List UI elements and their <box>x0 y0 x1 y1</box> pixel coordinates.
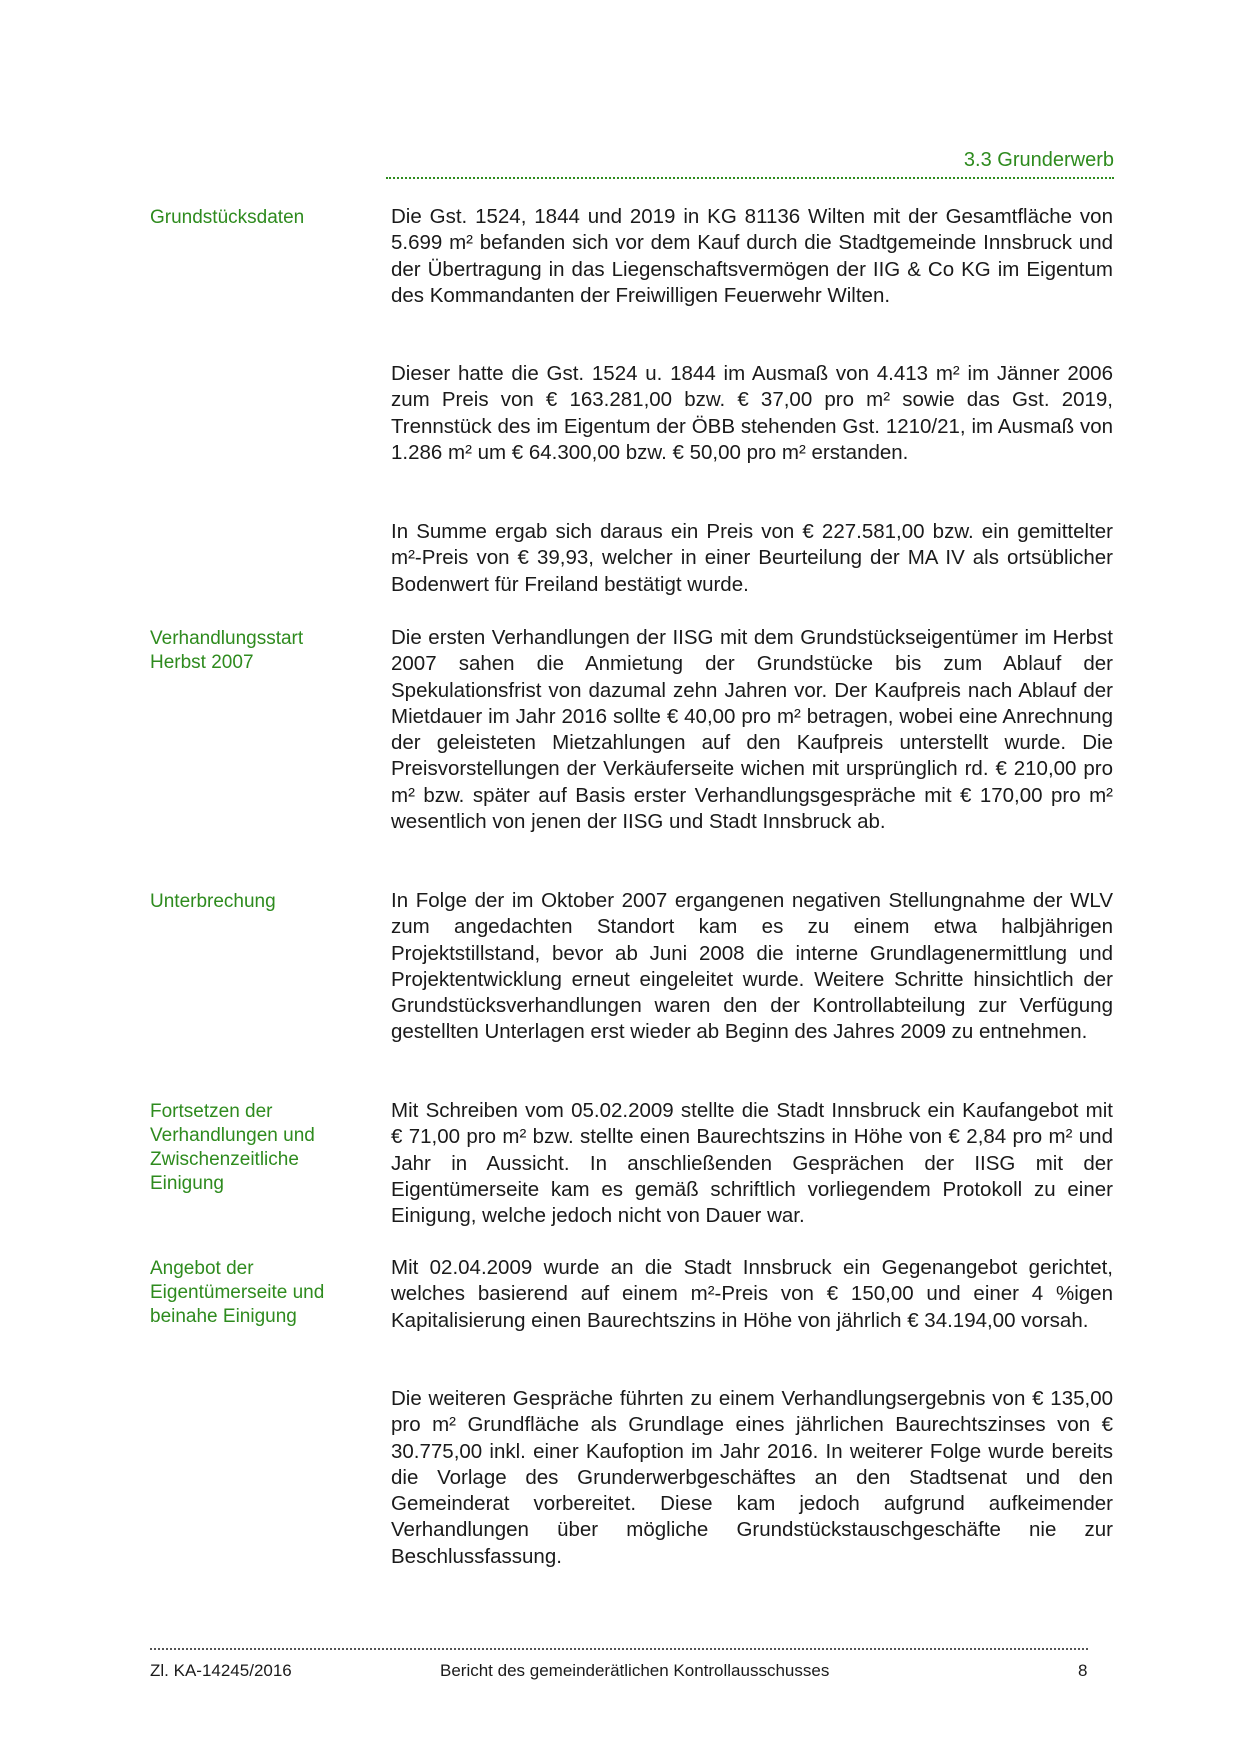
margin-label: Unterbrechung <box>150 891 276 912</box>
body-paragraph: In Summe ergab sich daraus ein Preis von € 227.581,00 bzw. ein gemittelter m²-Preis von € 39,93, welcher in einer Beurteilung der MA IV als ortsüblicher Bodenwert für Freiland bestätigt wurde. <box>391 520 1113 596</box>
footer-doc-number: Zl. KA-14245/2016 <box>150 1661 292 1680</box>
margin-label: Grundstücksdaten <box>150 207 305 228</box>
footer-page-number: 8 <box>1078 1661 1088 1680</box>
footer-report-title: Bericht des gemeinderätlichen Kontrollausschusses <box>440 1661 830 1680</box>
margin-label: Angebot der Eigentümerseite und beinahe Einigung <box>150 1258 325 1327</box>
body-paragraph: Die ersten Verhandlungen der IISG mit dem Grundstückseigentümer im Herbst 2007 sahen die Anmietung der Grundstücke bis zum Ablauf der Spekulationsfrist von dazumal zehn Jahren vor. Der Kaufpreis nach Ablauf der Mietdauer im Jahr 2016 sollte € 40,00 pro m² betragen, wobei eine Anrechnung der geleisteten Mietzahlungen auf den Kaufpreis unterstellt wurde. Die Preisvorstellungen der Verkäuferseite wichen mit ursprünglich rd. € 210,00 pro m² bzw. später auf Basis erster Verhandlungsgespräche mit € 170,00 pro m² wesentlich von jenen der IISG und Stadt Innsbruck ab. <box>391 626 1113 834</box>
body-paragraph: Mit 02.04.2009 wurde an die Stadt Innsbruck ein Gegenangebot gerichtet, welches basierend auf einem m²-Preis von € 150,00 und einer 4 %igen Kapitalisierung einen Baurechtszins in Höhe von jährlich € 34.194,00 vorsah. <box>391 1256 1113 1332</box>
body-paragraph: In Folge der im Oktober 2007 ergangenen negativen Stellungnahme der WLV zum angedachten Standort kam es zu einem etwa halbjährigen Projektstillstand, bevor ab Juni 2008 die interne Grundlagenermittlung und Projektentwicklung erneut eingeleitet wurde. Weitere Schritte hinsichtlich der Grundstücksverhandlungen waren den der Kontrollabteilung zur Verfügung gestellten Unterlagen erst wieder ab Beginn des Jahres 2009 zu entnehmen. <box>391 889 1113 1044</box>
footer-divider <box>150 1648 1088 1650</box>
margin-label: Fortsetzen der Verhandlungen und Zwischenzeitliche Einigung <box>150 1101 315 1194</box>
section-title: 3.3 Grunderwerb <box>963 149 1114 171</box>
body-paragraph: Die weiteren Gespräche führten zu einem Verhandlungsergebnis von € 135,00 pro m² Grundfläche als Grundlage eines jährlichen Baurechtszinses von € 30.775,00 inkl. einer Kaufoption im Jahr 2016. In weiterer Folge wurde bereits die Vorlage des Grunderwerbgeschäftes an den Stadtsenat und den Gemeinderat vorbereitet. Diese kam jedoch aufgrund aufkeimender Verhandlungen über mögliche Grundstückstauschgeschäfte nie zur Beschlussfassung. <box>391 1387 1113 1568</box>
header-divider <box>386 177 1114 179</box>
margin-label: Verhandlungsstart Herbst 2007 <box>150 628 304 673</box>
body-paragraph: Mit Schreiben vom 05.02.2009 stellte die Stadt Innsbruck ein Kaufangebot mit € 71,00 pro m² bzw. stellte einen Baurechtszins in Höhe von € 2,84 pro m² und Jahr in Aussicht. In anschließenden Gesprächen der IISG mit der Eigentümerseite kam es gemäß schriftlich vorliegendem Protokoll zu einer Einigung, welche jedoch nicht von Dauer war. <box>391 1099 1113 1228</box>
body-paragraph: Dieser hatte die Gst. 1524 u. 1844 im Ausmaß von 4.413 m² im Jänner 2006 zum Preis von € 163.281,00 bzw. € 37,00 pro m² sowie das Gst. 2019, Trennstück des im Eigentum der ÖBB stehenden Gst. 1210/21, im Ausmaß von 1.286 m² um € 64.300,00 bzw. € 50,00 pro m² erstanden. <box>391 362 1113 464</box>
body-paragraph: Die Gst. 1524, 1844 und 2019 in KG 81136 Wilten mit der Gesamtfläche von 5.699 m² befanden sich vor dem Kauf durch die Stadtgemeinde Innsbruck und der Übertragung in das Liegenschaftsvermögen der IIG & Co KG im Eigentum des Kommandanten der Freiwilligen Feuerwehr Wilten. <box>391 205 1113 307</box>
